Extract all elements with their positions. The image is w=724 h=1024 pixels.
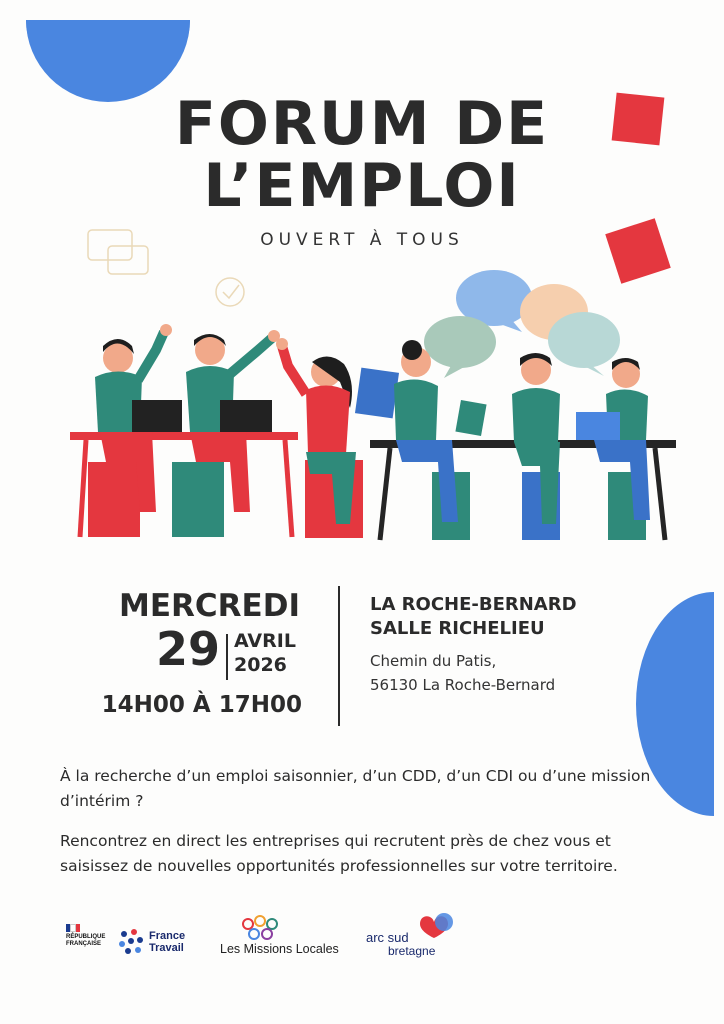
intro-paragraph: À la recherche d’un emploi saisonnier, d’un CDD, d’un CDI ou d’une mission d’intérim ? [60,767,651,810]
event-weekday: MERCREDI [119,588,300,624]
date-divider [226,634,228,680]
french-flag-icon [66,924,80,932]
arc-sud-line1: arc sud [366,930,409,945]
venue-divider [338,586,340,726]
missions-locales-label: Les Missions Locales [220,942,339,956]
subtitle: OUVERT À TOUS [260,230,464,250]
france-travail-line2: Travail [149,942,184,954]
missions-locales-icon [240,914,284,942]
france-travail-icon [116,926,146,956]
event-month: AVRIL [234,630,296,652]
arc-sud-bretagne-icon [414,910,456,940]
title-line-1: FORUM DE [174,89,550,159]
event-day-number: 29 [155,622,220,676]
arc-sud-line2: bretagne [388,944,436,958]
republique-line2: FRANÇAISE [66,941,102,947]
title-line-2: L’EMPLOI [203,151,521,221]
event-year: 2026 [234,654,287,676]
venue-postal: 56130 La Roche-Bernard [370,676,556,694]
event-hours: 14H00 À 17H00 [101,692,302,718]
france-travail-line1: France [149,930,186,942]
venue-street: Chemin du Patis, [370,652,497,670]
speech-bubble-icon [424,316,496,368]
venue-town: LA ROCHE-BERNARD [370,594,577,615]
republique-line1: RÉPUBLIQUE [66,934,106,940]
invitation-paragraph: Rencontrez en direct les entreprises qui recrutent près de chez vous et saisissez de nouvelles opportunités professionnelles sur votre territoire. [60,832,618,875]
republique-francaise-logo [66,924,116,948]
team-meeting-illustration [60,262,680,552]
speech-bubble-icon [548,312,620,368]
venue-hall: SALLE RICHELIEU [370,618,545,639]
